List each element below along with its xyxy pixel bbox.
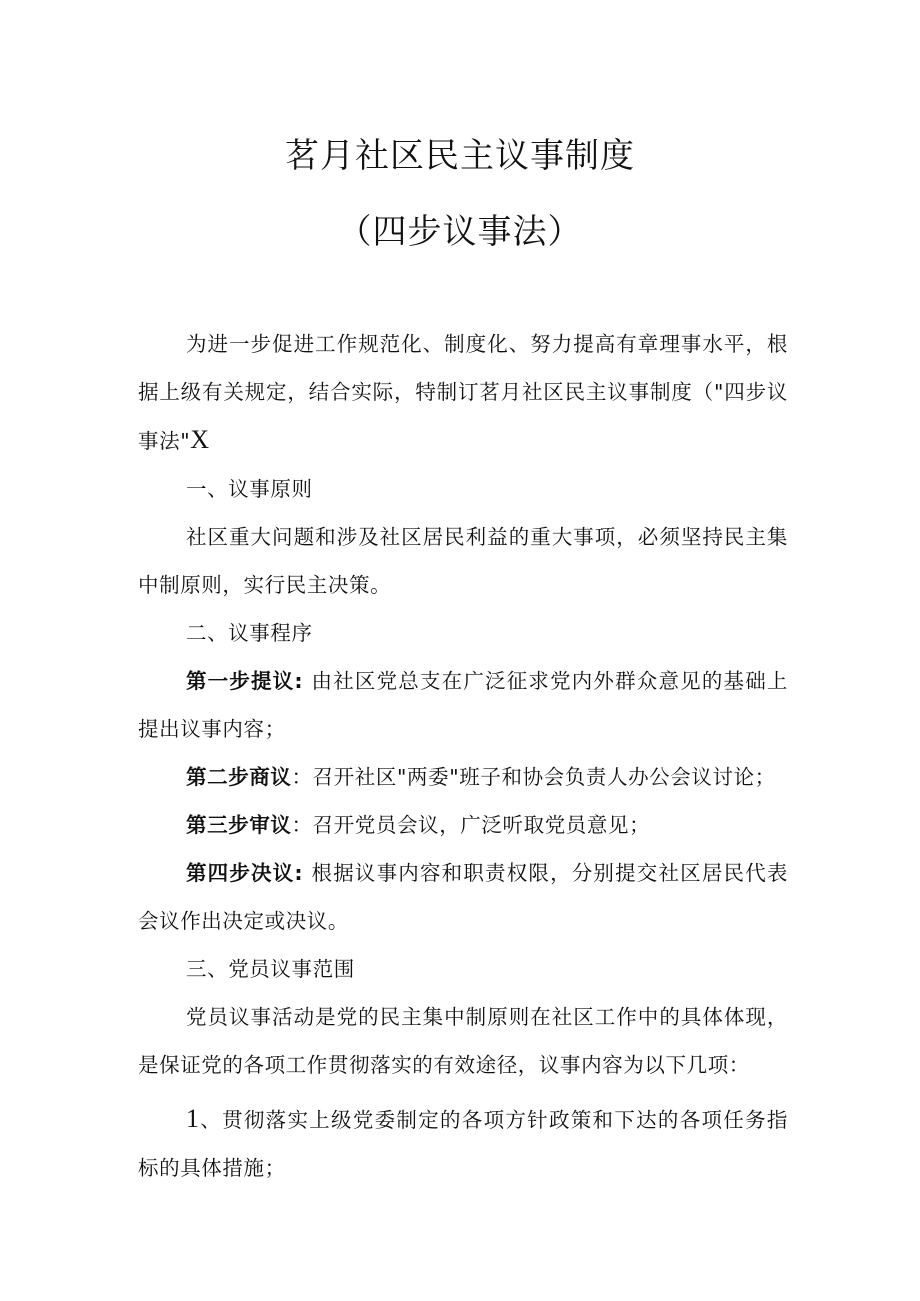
- item-1-text: 、贯彻落实上级党委制定的各项方针政策和下达的各项任务指标的具体措施；: [138, 1108, 788, 1180]
- section3-heading: 三、党员议事范围: [186, 957, 355, 981]
- section1-heading: 一、议事原则: [186, 477, 313, 501]
- step-2-lead: 第二步商议: [186, 765, 292, 789]
- step-2-separator: ：: [291, 765, 313, 789]
- intro-text: 为进一步促进工作规范化、制度化、努力提高有章理事水平，根据上级有关规定，结合实际，特制订茗月社区民主议事制度（"四步议事法": [138, 332, 788, 453]
- document-body: [138, 320, 788, 1192]
- document-title: 茗月社区民主议事制度: [285, 136, 635, 176]
- step-3-text: 召开党员会议，广泛听取党员意见；: [312, 813, 651, 837]
- step-1-lead: 第一步提议: [186, 669, 295, 693]
- step-2-text: 召开社区"两委"班子和协会负责人办公会议讨论；: [312, 765, 776, 789]
- step-3-paragraph: [138, 801, 788, 849]
- section1-paragraph: 社区重大问题和涉及社区居民利益的重大事项，必须坚持民主集中制原则，实行民主决策。: [138, 525, 788, 597]
- step-4-paragraph: [138, 849, 788, 945]
- item-1-number: 1: [186, 1104, 200, 1133]
- item-1-paragraph: [138, 1095, 788, 1192]
- step-1-paragraph: [138, 657, 788, 753]
- intro-end-mark: X: [190, 425, 210, 454]
- step-1-separator: :: [294, 669, 312, 693]
- step-4-separator: :: [294, 861, 312, 885]
- step-3-separator: ：: [291, 813, 313, 837]
- section2-heading: 二、议事程序: [186, 621, 313, 645]
- step-4-text: 根据议事内容和职责权限，分别提交社区居民代表会议作出决定或决议。: [138, 861, 788, 933]
- step-2-paragraph: [138, 753, 788, 801]
- document-subtitle: （四步议事法）: [337, 212, 583, 252]
- step-4-lead: 第四步决议: [186, 861, 295, 885]
- section3-paragraph: 党员议事活动是党的民主集中制原则在社区工作中的具体体现，是保证党的各项工作贯彻落实的有效途径，议事内容为以下几项：: [138, 1005, 788, 1077]
- intro-paragraph: [138, 320, 788, 465]
- step-3-lead: 第三步审议: [186, 813, 292, 837]
- step-1-text: 由社区党总支在广泛征求党内外群众意见的基础上提出议事内容；: [138, 669, 788, 741]
